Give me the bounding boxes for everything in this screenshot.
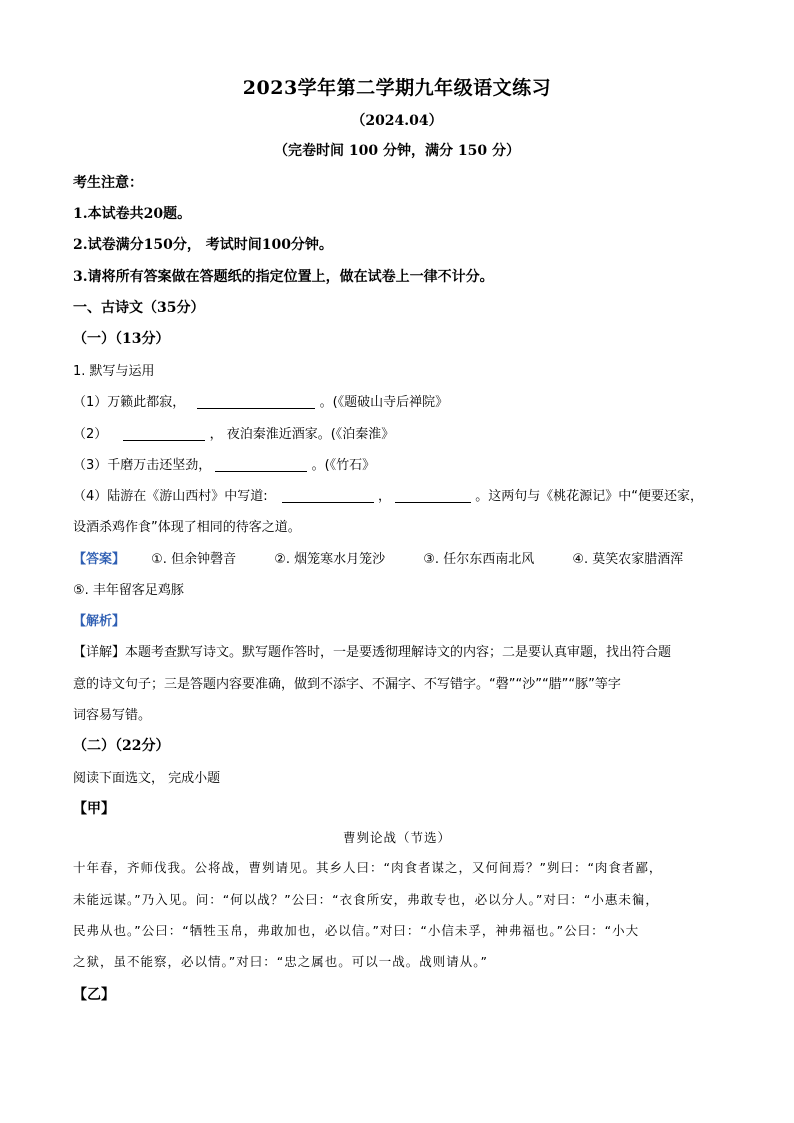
- part-1-heading: （一）（13分）: [73, 331, 170, 347]
- line-3-suffix: 。(《竹石》: [311, 458, 376, 473]
- passage-line-3: 民弗从也。”公曰：“牺牲玉帛，弗敢加也，必以信。”对曰：“小信未孚，神弗福也。”公曰：“小大: [73, 923, 640, 938]
- answer-blank-5: [395, 487, 471, 503]
- analysis-detail-line-3: 词容易写错。: [73, 708, 152, 723]
- answer-blank-3: [215, 456, 307, 472]
- answer-item-5: ⑤. 丰年留客足鸡豚: [73, 583, 184, 598]
- passage-jia-label: 【甲】: [73, 801, 115, 817]
- line-4-prefix: （4）陆游在《游山西村》中写道:: [73, 489, 268, 504]
- line-3-prefix: （3）千磨万击还坚劲，: [73, 458, 212, 473]
- question-1-line-4-cont: 设酒杀鸡作食”体现了相同的待客之道。: [73, 520, 301, 535]
- answer-item-4: ④. 莫笑农家腊酒浑: [572, 552, 684, 567]
- exam-duration: （完卷时间 100 分钟，满分 150 分）: [274, 143, 520, 159]
- passage-title: 曹刿论战（节选）: [342, 830, 451, 845]
- page-title: 2023学年第二学期九年级语文练习: [242, 77, 552, 99]
- passage-line-1: 十年春，齐师伐我。公将战，曹刿请见。其乡人曰：“肉食者谋之，又何间焉？”刿曰：“肉食者鄙，: [73, 860, 663, 875]
- exam-date: （2024.04）: [351, 113, 443, 129]
- answer-item-1: ①. 但余钟磬音: [151, 552, 237, 567]
- notice-item-3: 3.请将所有答案做在答题纸的指定位置上，做在试卷上一律不计分。: [73, 269, 494, 285]
- analysis-detail-line-1: 【详解】本题考查默写诗文。默写题作答时，一是要透彻理解诗文的内容；二是要认真审题，找出符合题: [73, 645, 672, 660]
- passage-line-2: 未能远谋。”乃入见。问：“何以战？”公曰：“衣食所安，弗敢专也，必以分人。”对曰：“小惠未徧，: [73, 892, 659, 907]
- part-2-heading: （二）（22分）: [73, 738, 170, 754]
- notice-item-1: 1.本试卷共20题。: [73, 206, 192, 222]
- question-1-line-1: [73, 391, 448, 410]
- line-4-comma: ，: [377, 489, 391, 504]
- line-1-suffix: 。(《题破山寺后禅院》: [319, 395, 449, 410]
- notice-item-2: 2.试卷满分150分， 考试时间100分钟。: [73, 237, 333, 253]
- reading-instruction: 阅读下面选文， 完成小题: [73, 771, 221, 786]
- line-4-suffix: 。这两句与《桃花源记》中“便要还家，: [475, 489, 703, 504]
- answer-blank-4: [282, 487, 374, 503]
- line-2-prefix: （2）: [73, 427, 108, 442]
- analysis-detail-line-2: 意的诗文句子；三是答题内容要准确，做到不添字、不漏字、不写错字。“磬”“沙”“腊”“豚”等字: [73, 677, 621, 692]
- line-1-prefix: （1）万籁此都寂，: [73, 395, 186, 410]
- question-1-line-3: [73, 454, 375, 473]
- answer-item-2: ②. 烟笼寒水月笼沙: [274, 552, 386, 567]
- notice-heading: 考生注意：: [73, 175, 143, 191]
- question-1-line-4: [73, 485, 703, 504]
- question-1-line-2: [73, 423, 394, 442]
- section-heading: 一、古诗文（35分）: [73, 300, 205, 316]
- answer-blank-1: [197, 393, 315, 409]
- question-1-title: 1. 默写与运用: [73, 364, 155, 379]
- answer-blank-2: [123, 425, 205, 441]
- passage-line-4: 之狱，虽不能察，必以情。”对曰：“忠之属也。可以一战。战则请从。”: [73, 954, 488, 969]
- line-2-suffix: ， 夜泊秦淮近酒家。(《泊秦淮》: [209, 427, 395, 442]
- analysis-label: 【解析】: [73, 614, 126, 629]
- answer-row: [73, 548, 683, 567]
- answer-label: 【答案】: [73, 552, 126, 567]
- answer-item-3: ③. 任尔东西南北风: [423, 552, 535, 567]
- passage-yi-label: 【乙】: [73, 987, 115, 1003]
